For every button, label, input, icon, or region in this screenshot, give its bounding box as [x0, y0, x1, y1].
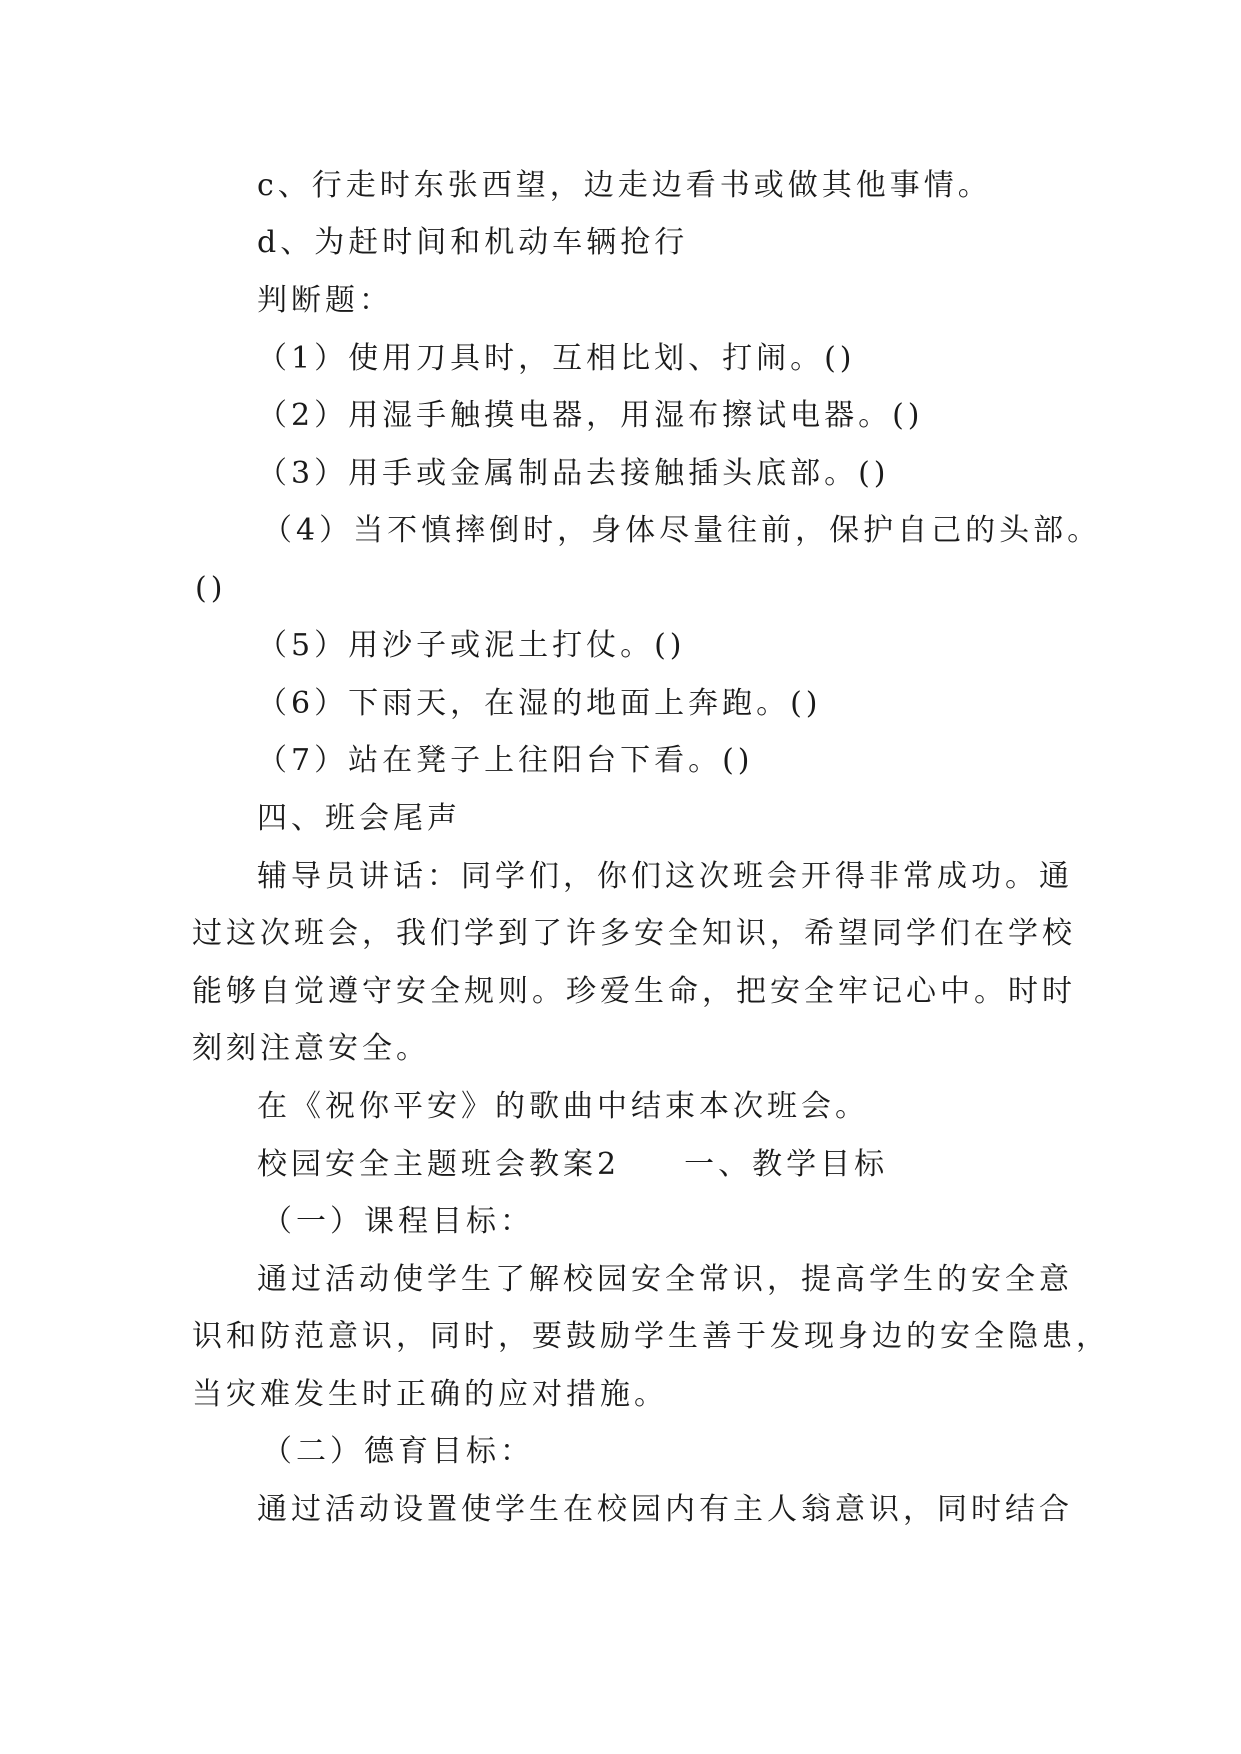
text-line: （1）使用刀具时，互相比划、打闹。() [257, 341, 856, 376]
text-line: （2）用湿手触摸电器，用湿布擦试电器。() [257, 398, 924, 433]
text-line: 过这次班会，我们学到了许多安全知识，希望同学们在学校 [192, 916, 1076, 951]
text-line: 当灾难发生时正确的应对措施。 [192, 1377, 668, 1412]
text-line: d、为赶时间和机动车辆抢行 [257, 225, 689, 260]
text-line: () [195, 571, 227, 606]
text-line: 在《祝你平安》的歌曲中结束本次班会。 [257, 1089, 869, 1124]
text-line: 刻刻注意安全。 [192, 1031, 430, 1066]
text-line: （7）站在凳子上往阳台下看。() [257, 743, 754, 778]
text-line: 识和防范意识，同时，要鼓励学生善于发现身边的安全隐患， [192, 1319, 1110, 1354]
subsection-heading: （一）课程目标： [262, 1204, 534, 1239]
text-line: c、行走时东张西望，边走边看书或做其他事情。 [257, 168, 992, 203]
text-line: 能够自觉遵守安全规则。珍爱生命，把安全牢记心中。时时 [192, 974, 1076, 1009]
document-title: 校园安全主题班会教案2 [257, 1147, 621, 1182]
text-line: （6）下雨天，在湿的地面上奔跑。() [257, 686, 822, 721]
text-line: 判断题： [257, 283, 393, 318]
text-line: 通过活动设置使学生在校园内有主人翁意识，同时结合 [257, 1492, 1073, 1527]
text-line: 辅导员讲话：同学们，你们这次班会开得非常成功。通 [257, 859, 1073, 894]
document-title-line [257, 1147, 889, 1182]
section-heading: 四、班会尾声 [257, 801, 461, 836]
section-heading: 一、教学目标 [684, 1147, 889, 1182]
text-line: 通过活动使学生了解校园安全常识，提高学生的安全意 [257, 1262, 1073, 1297]
text-line: （4）当不慎摔倒时，身体尽量往前，保护自己的头部。 [262, 513, 1102, 548]
text-line: （3）用手或金属制品去接触插头底部。() [257, 456, 890, 491]
text-line: （5）用沙子或泥土打仗。() [257, 628, 686, 663]
subsection-heading: （二）德育目标： [262, 1434, 534, 1469]
